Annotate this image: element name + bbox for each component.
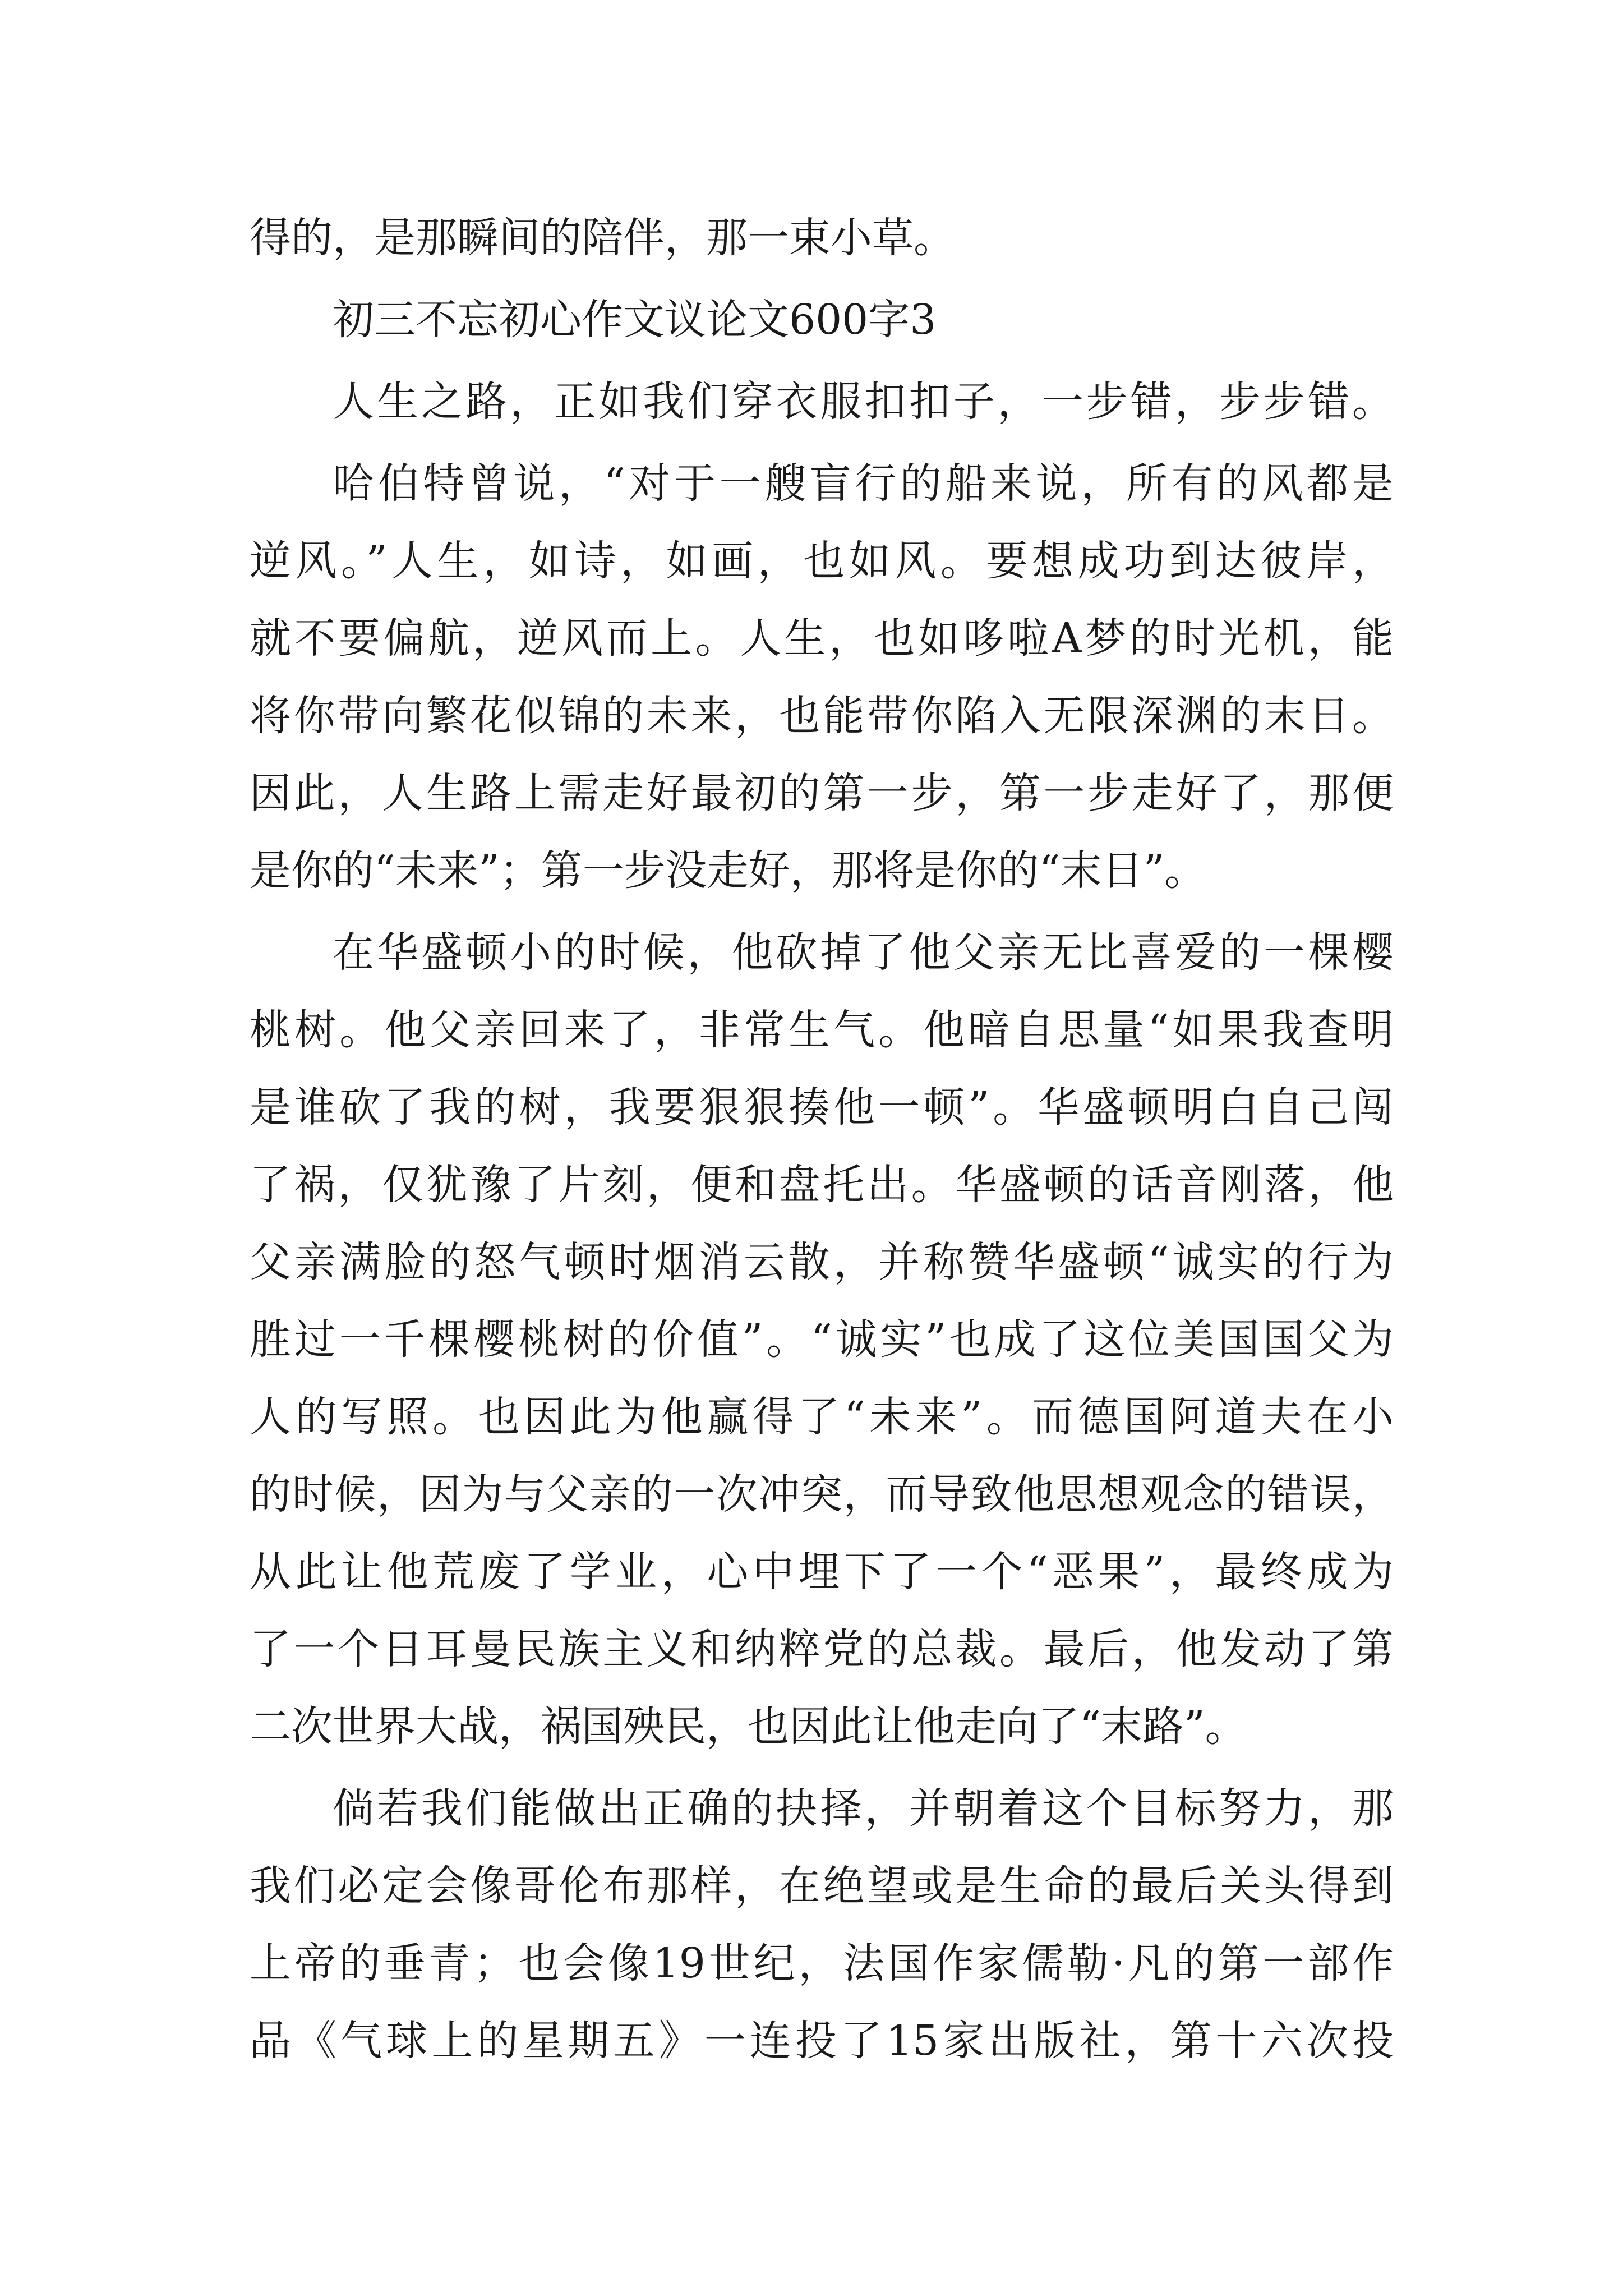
text-line: 倘若我们能做出正确的抉择，并朝着这个目标努力，那	[333, 1784, 1394, 1833]
text-line: 人生之路，正如我们穿衣服扣扣子，一步错，步步错。	[333, 378, 1394, 426]
essay-body	[250, 199, 1394, 2079]
text-line: 是你的“未来”；第一步没走好，那将是你的“末日”。	[250, 846, 1206, 895]
text-line: 逆风。”人生，如诗，如画，也如风。要想成功到达彼岸，	[250, 537, 1394, 585]
text-line: 从此让他荒废了学业，心中埋下了一个“恶果”，最终成为	[250, 1548, 1394, 1596]
text-line: 得的，是那瞬间的陪伴，那一束小草。	[250, 214, 955, 262]
text-line: 上帝的垂青；也会像19世纪，法国作家儒勒·凡的第一部作	[250, 1939, 1394, 1987]
text-line: 品《气球上的星期五》一连投了15家出版社，第十六次投	[250, 2017, 1394, 2065]
essay-heading: 初三不忘初心作文议论文600字3	[333, 296, 937, 344]
text-line: 桃树。他父亲回来了，非常生气。他暗自思量“如果我查明	[250, 1006, 1394, 1054]
text-line: 我们必定会像哥伦布那样，在绝望或是生命的最后关头得到	[250, 1862, 1394, 1910]
text-line: 了祸，仅犹豫了片刻，便和盘托出。华盛顿的话音刚落，他	[250, 1161, 1394, 1209]
text-line: 父亲满脸的怒气顿时烟消云散，并称赞华盛顿“诚实的行为	[250, 1238, 1394, 1286]
text-line: 在华盛顿小的时候，他砍掉了他父亲无比喜爱的一棵樱	[333, 928, 1394, 977]
text-line: 哈伯特曾说，“对于一艘盲行的船来说，所有的风都是	[333, 459, 1394, 508]
text-line: 人的写照。也因此为他赢得了“未来”。而德国阿道夫在小	[250, 1393, 1394, 1441]
text-line: 将你带向繁花似锦的未来，也能带你陷入无限深渊的末日。	[250, 692, 1394, 740]
text-line: 的时候，因为与父亲的一次冲突，而导致他思想观念的错误，	[250, 1470, 1394, 1519]
text-line: 二次世界大战，祸国殃民，也因此让他走向了“末路”。	[250, 1703, 1247, 1751]
text-line: 是谁砍了我的树，我要狠狠揍他一顿”。华盛顿明白自己闯	[250, 1083, 1394, 1131]
text-line: 因此，人生路上需走好最初的第一步，第一步走好了，那便	[250, 769, 1394, 817]
text-line: 胜过一千棵樱桃树的价值”。“诚实”也成了这位美国国父为	[250, 1315, 1394, 1364]
text-line: 了一个日耳曼民族主义和纳粹党的总裁。最后，他发动了第	[250, 1625, 1394, 1673]
text-line: 就不要偏航，逆风而上。人生，也如哆啦A梦的时光机，能	[250, 614, 1394, 662]
